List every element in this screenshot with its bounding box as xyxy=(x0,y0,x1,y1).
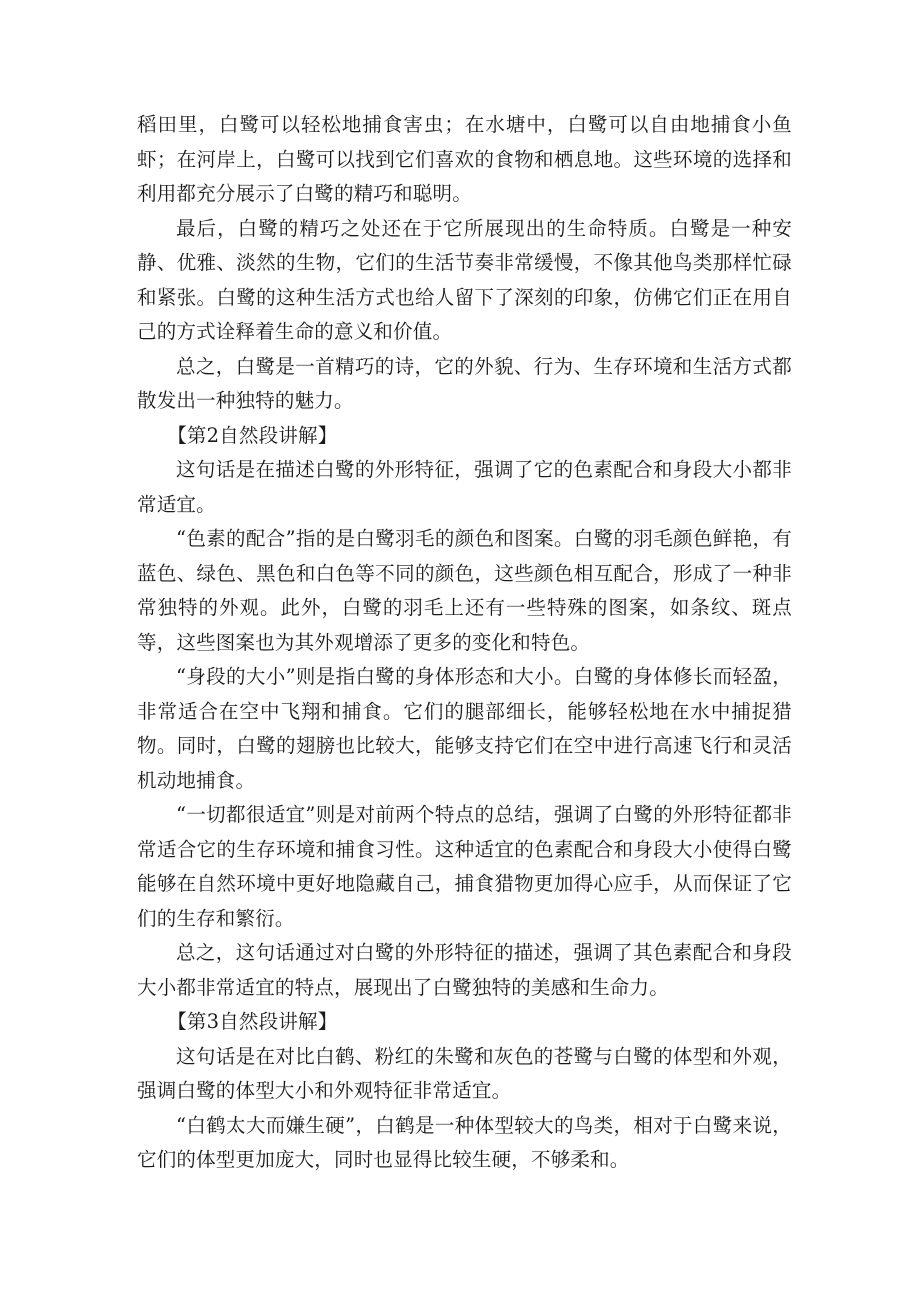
paragraph: 最后，白鹭的精巧之处还在于它所展现出的生命特质。白鹭是一种安静、优雅、淡然的生物，它们的生活节奏非常缓慢，不像其他鸟类那样忙碌和紧张。白鹭的这种生活方式也给人留下了深刻的印象，仿佛它们正在用自己的方式诠释着生命的意义和价值。 xyxy=(137,216,792,343)
document-body xyxy=(137,108,792,1178)
section-heading: 【第2自然段讲解】 xyxy=(167,423,338,447)
paragraph-continuation: 稻田里，白鹭可以轻松地捕食害虫；在水塘中，白鹭可以自由地捕食小鱼虾；在河岸上，白鹭可以找到它们喜欢的食物和栖息地。这些环境的选择和利用都充分展示了白鹭的精巧和聪明。 xyxy=(137,113,792,205)
paragraph: 总之，白鹭是一首精巧的诗，它的外貌、行为、生存环境和生活方式都散发出一种独特的魅力。 xyxy=(137,354,792,412)
paragraph: 这句话是在对比白鹤、粉红的朱鹭和灰色的苍鹭与白鹭的体型和外观，强调白鹭的体型大小和外观特征非常适宜。 xyxy=(137,1044,792,1102)
paragraph: “白鹤太大而嫌生硬”，白鹤是一种体型较大的鸟类，相对于白鹭来说，它们的体型更加庞大，同时也显得比较生硬，不够柔和。 xyxy=(137,1113,792,1171)
paragraph: “色素的配合”指的是白鹭羽毛的颜色和图案。白鹭的羽毛颜色鲜艳，有蓝色、绿色、黑色和白色等不同的颜色，这些颜色相互配合，形成了一种非常独特的外观。此外，白鹭的羽毛上还有一些特殊的图案，如条纹、斑点等，这些图案也为其外观增添了更多的变化和特色。 xyxy=(137,527,792,654)
section-heading: 【第3自然段讲解】 xyxy=(167,1010,338,1033)
paragraph: “一切都很适宜”则是对前两个特点的总结，强调了白鹭的外形特征都非常适合它的生存环境和捕食习性。这种适宜的色素配合和身段大小使得白鹭能够在自然环境中更好地隐藏自己，捕食猎物更加得心应手，从而保证了它们的生存和繁衍。 xyxy=(137,803,792,930)
paragraph: “身段的大小”则是指白鹭的身体形态和大小。白鹭的身体修长而轻盈，非常适合在空中飞翔和捕食。它们的腿部细长，能够轻松地在水中捕捉猎物。同时，白鹭的翅膀也比较大，能够支持它们在空中进行高速飞行和灵活机动地捕食。 xyxy=(137,665,792,792)
paragraph: 这句话是在描述白鹭的外形特征，强调了它的色素配合和身段大小都非常适宜。 xyxy=(137,458,792,516)
paragraph: 总之，这句话通过对白鹭的外形特征的描述，强调了其色素配合和身段大小都非常适宜的特点，展现出了白鹭独特的美感和生命力。 xyxy=(137,941,792,999)
